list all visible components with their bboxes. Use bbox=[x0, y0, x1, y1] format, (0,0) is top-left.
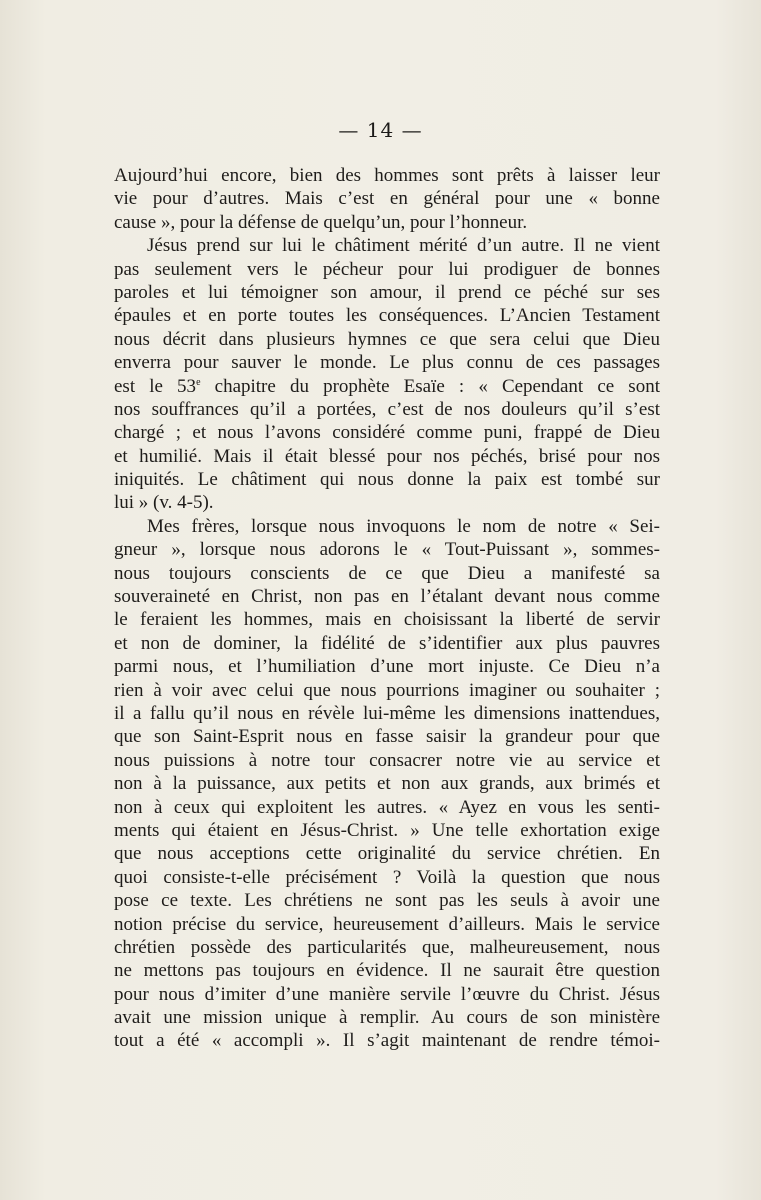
text-line-content: nous décrit dans plusieurs hymnes ce que sera celui que Dieu bbox=[114, 328, 660, 350]
text-line bbox=[114, 608, 660, 631]
text-line-content: Jésus prend sur lui le châtiment mérité d’un autre. Il ne vient bbox=[147, 235, 660, 257]
text-line bbox=[114, 679, 660, 702]
text-line bbox=[114, 842, 660, 865]
text-line bbox=[114, 211, 660, 234]
text-line-content: et humilié. Mais il était blessé pour nos péchés, brisé pour nos bbox=[114, 445, 660, 467]
text-line bbox=[114, 164, 660, 187]
text-line bbox=[114, 258, 660, 281]
text-line bbox=[114, 1006, 660, 1029]
text-line-content: nos souffrances qu’il a portées, c’est de nos douleurs qu’il s’est bbox=[114, 398, 660, 420]
text-line-content: iniquités. Le châtiment qui nous donne la paix est tombé sur bbox=[114, 469, 660, 491]
text-line-content: le feraient les hommes, mais en choisissant la liberté de servir bbox=[114, 609, 660, 631]
text-line-content: tout a été « accompli ». Il s’agit maintenant de rendre témoi- bbox=[114, 1030, 660, 1052]
text-line-content: il a fallu qu’il nous en révèle lui-même les dimensions inattendues, bbox=[114, 702, 660, 724]
text-line-content: que nous acceptions cette originalité du service chrétien. En bbox=[114, 843, 660, 865]
text-line-content: pose ce texte. Les chrétiens ne sont pas les seuls à avoir une bbox=[114, 890, 660, 912]
text-line bbox=[114, 913, 660, 936]
text-line bbox=[114, 889, 660, 912]
text-line-content: chrétien possède des particularités que, malheureusement, nous bbox=[114, 936, 660, 958]
text-line bbox=[114, 866, 660, 889]
text-line-content: lui » (v. 4-5). bbox=[114, 492, 214, 514]
text-line-content: Mes frères, lorsque nous invoquons le nom de notre « Sei- bbox=[147, 515, 660, 537]
text-line bbox=[114, 796, 660, 819]
text-line-content: épaules et en porte toutes les conséquences. L’Ancien Testament bbox=[114, 305, 660, 327]
text-line-content: cause », pour la défense de quelqu’un, pour l’honneur. bbox=[114, 211, 528, 233]
text-line-content: souveraineté en Christ, non pas en l’étalant devant nous comme bbox=[114, 586, 660, 608]
text-line-content: Aujourd’hui encore, bien des hommes sont prêts à laisser leur bbox=[114, 165, 660, 186]
text-line-content: rien à voir avec celui que nous pourrions imaginer ou souhaiter ; bbox=[114, 679, 660, 701]
text-line bbox=[114, 234, 660, 257]
text-line bbox=[114, 187, 660, 210]
text-line bbox=[114, 702, 660, 725]
text-line bbox=[114, 328, 660, 351]
text-line-content: nous toujours conscients de ce que Dieu a manifesté sa bbox=[114, 562, 660, 584]
text-line-content: vie pour d’autres. Mais c’est en général pour une « bonne bbox=[114, 188, 660, 210]
text-line bbox=[114, 936, 660, 959]
text-line bbox=[114, 351, 660, 374]
text-line bbox=[114, 983, 660, 1006]
text-line bbox=[114, 772, 660, 795]
text-line bbox=[114, 491, 660, 514]
text-line bbox=[114, 725, 660, 748]
text-line bbox=[114, 632, 660, 655]
text-line-content: nous puissions à notre tour consacrer notre vie au service et bbox=[114, 749, 660, 771]
text-line bbox=[114, 538, 660, 561]
text-line bbox=[114, 304, 660, 327]
text-line-content: non à la puissance, aux petits et non aux grands, aux brimés et bbox=[114, 773, 660, 795]
text-line bbox=[114, 515, 660, 538]
text-line bbox=[114, 585, 660, 608]
text-line-continuation: chapitre du prophète Esaïe : « Cependant ce sont bbox=[200, 375, 660, 397]
text-line bbox=[114, 398, 660, 421]
text-line bbox=[114, 749, 660, 772]
text-line-content: pas seulement vers le pécheur pour lui prodiguer de bonnes bbox=[114, 258, 660, 280]
text-line bbox=[114, 445, 660, 468]
text-line-content: non à ceux qui exploitent les autres. « Ayez en vous les senti- bbox=[114, 796, 660, 818]
text-line-content: gneur », lorsque nous adorons le « Tout-Puissant », sommes- bbox=[114, 539, 660, 561]
body-text bbox=[114, 164, 660, 1053]
text-line-content: pour nous d’imiter d’une manière servile l’œuvre du Christ. Jésus bbox=[114, 983, 660, 1005]
text-line-content: chargé ; et nous l’avons considéré comme puni, frappé de Dieu bbox=[114, 422, 660, 444]
text-line bbox=[114, 281, 660, 304]
text-line-content: notion précise du service, heureusement d’ailleurs. Mais le service bbox=[114, 913, 660, 935]
text-line-content: avait une mission unique à remplir. Au cours de son ministère bbox=[114, 1007, 660, 1029]
text-line bbox=[114, 562, 660, 585]
text-line-content: est le 53 bbox=[114, 375, 197, 397]
text-line-content: enverra pour sauver le monde. Le plus connu de ces passages bbox=[114, 352, 660, 374]
text-line bbox=[114, 421, 660, 444]
text-line-content: que son Saint-Esprit nous en fasse saisir la grandeur pour que bbox=[114, 726, 660, 748]
superscript: e bbox=[196, 376, 201, 388]
text-line-content: ments qui étaient en Jésus-Christ. » Une telle exhortation exige bbox=[114, 819, 660, 841]
text-line bbox=[114, 959, 660, 982]
text-line-content: quoi consiste-t-elle précisément ? Voilà la question que nous bbox=[114, 866, 660, 888]
text-line bbox=[114, 468, 660, 491]
text-line-content: paroles et lui témoigner son amour, il prend ce péché sur ses bbox=[114, 281, 660, 303]
text-line bbox=[114, 819, 660, 842]
text-line bbox=[114, 375, 660, 398]
text-line-content: parmi nous, et l’humiliation d’une mort injuste. Ce Dieu n’a bbox=[114, 656, 660, 678]
text-line-content: et non de dominer, la fidélité de s’identifier aux plus pauvres bbox=[114, 632, 660, 654]
text-line-content: ne mettons pas toujours en évidence. Il ne saurait être question bbox=[114, 960, 660, 982]
text-line bbox=[114, 1029, 660, 1052]
text-line bbox=[114, 655, 660, 678]
page-number: — 14 — bbox=[338, 118, 423, 142]
